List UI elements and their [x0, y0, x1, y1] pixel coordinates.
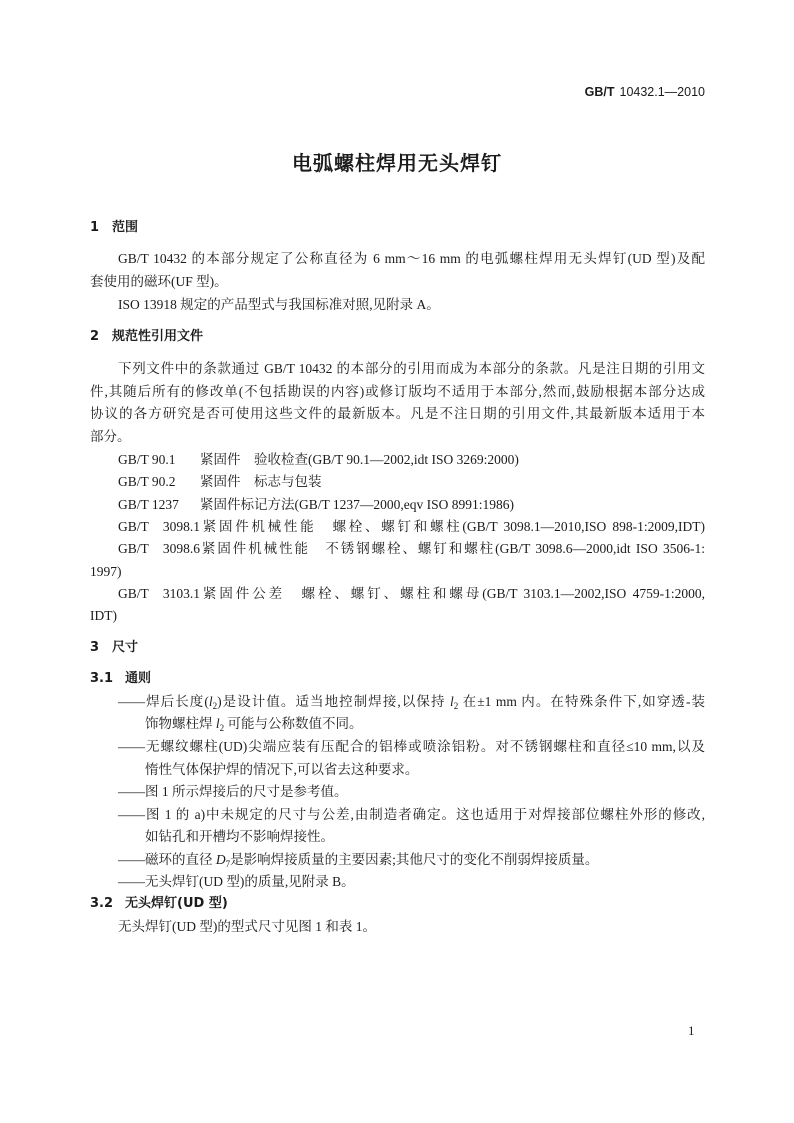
section-1-heading [90, 218, 138, 238]
section-title: 尺寸 [112, 640, 139, 655]
standard-code-header [585, 82, 705, 102]
reference-code: GB/T 1237 [118, 497, 179, 512]
reference-item [118, 450, 519, 470]
subsection-3-2-heading [90, 894, 228, 914]
section-3-heading [90, 638, 138, 658]
reference-title: 紧固件 标志与包装 [200, 474, 322, 489]
section-title: 规范性引用文件 [112, 329, 204, 344]
reference-code: GB/T 3103.1 [118, 586, 200, 601]
list-item-line: ——图 1 的 a)中未规定的尺寸与公差,由制造者确定。这也适用于对焊接部位螺柱外形的修改, [118, 807, 705, 822]
paragraph-line: 下列文件中的条款通过 GB/T 10432 的本部分的引用而成为本部分的条款。凡是注日期的引用文 [118, 361, 705, 376]
section-number: 1 [90, 220, 100, 235]
list-item-line: ——无头焊钉(UD 型)的质量,见附录 B。 [118, 874, 355, 889]
list-item-line: 惰性气体保护焊的情况下,可以省去这种要求。 [145, 762, 419, 777]
reference-title: 紧固件机械性能 螺栓、螺钉和螺柱(GB/T 3098.1—2010,ISO 898-1:2009,IDT) [200, 519, 705, 534]
reference-item [118, 517, 705, 537]
reference-title: 紧固件公差 螺栓、螺钉、螺柱和螺母(GB/T 3103.1—2002,ISO 4759-1:2000, [200, 586, 705, 601]
section-number: 2 [90, 329, 100, 344]
text-segment: 可能与公称数值不同。 [224, 716, 363, 731]
text-segment: )是设计值。适当地控制焊接,以保持 [217, 694, 450, 709]
symbol-subscript: 7 [225, 859, 231, 869]
reference-code: GB/T 3098.1 [118, 519, 200, 534]
reference-code: GB/T 3098.6 [118, 541, 200, 556]
standard-code-number: 10432.1—2010 [619, 85, 705, 99]
reference-title: 紧固件机械性能 不锈钢螺栓、螺钉和螺柱(GB/T 3098.6—2000,idt ISO 3506-1: [200, 541, 705, 556]
subsection-number: 3.1 [90, 671, 114, 686]
list-item-line [145, 714, 363, 734]
paragraph-line: GB/T 10432 的本部分规定了公称直径为 6 mm～16 mm 的电弧螺柱焊用无头焊钉(UD 型)及配 [118, 251, 705, 266]
reference-continuation: 1997) [90, 564, 122, 579]
paragraph-line: 部分。 [90, 429, 131, 444]
paragraph-line: 件,其随后所有的修改单(不包括勘误的内容)或修订版均不适用于本部分,然而,鼓励根据本部分达成 [90, 384, 705, 399]
list-item-line: ——图 1 所示焊接后的尺寸是参考值。 [118, 784, 348, 799]
symbol-subscript: 2 [219, 723, 225, 733]
paragraph-line: 协议的各方研究是否可使用这些文件的最新版本。凡是不注日期的引用文件,其最新版本适用于本 [90, 406, 705, 421]
subsection-title: 无头焊钉(UD 型) [125, 896, 228, 911]
symbol-l: l [208, 694, 213, 709]
text-segment: 饰物螺柱焊 [145, 716, 216, 731]
subsection-3-1-heading [90, 669, 151, 689]
subsection-number: 3.2 [90, 896, 114, 911]
reference-item [118, 539, 705, 559]
reference-item [118, 472, 322, 492]
list-item-line [118, 692, 705, 712]
list-item-line [118, 850, 598, 870]
text-segment: ——焊后长度( [118, 694, 209, 709]
list-item-line: 如钻孔和开槽均不影响焊接性。 [145, 829, 334, 844]
reference-continuation: IDT) [90, 608, 117, 623]
standard-code-prefix: GB/T [584, 85, 615, 99]
reference-code: GB/T 90.2 [118, 474, 176, 489]
paragraph-line: ISO 13918 规定的产品型式与我国标准对照,见附录 A。 [118, 297, 440, 312]
reference-title: 紧固件标记方法(GB/T 1237—2000,eqv ISO 8991:1986) [200, 497, 514, 512]
paragraph-line: 套使用的磁环(UF 型)。 [90, 274, 228, 289]
text-segment: 在±1 mm 内。在特殊条件下,如穿透-装 [458, 694, 706, 709]
symbol-d: D [215, 852, 226, 867]
reference-code: GB/T 90.1 [118, 452, 176, 467]
symbol-l: l [215, 716, 220, 731]
text-segment: ——磁环的直径 [118, 852, 216, 867]
document-title: 电弧螺柱焊用无头焊钉 [292, 151, 502, 175]
page-number: 1 [688, 1023, 695, 1038]
section-number: 3 [90, 640, 100, 655]
text-segment: 是影响焊接质量的主要因素;其他尺寸的变化不削弱焊接质量。 [230, 852, 599, 867]
reference-item [118, 584, 705, 604]
symbol-l: l [450, 694, 454, 709]
symbol-subscript: 2 [453, 701, 459, 711]
section-2-heading [90, 327, 203, 347]
reference-title: 紧固件 验收检查(GB/T 90.1—2002,idt ISO 3269:2000) [200, 452, 519, 467]
subsection-title: 通则 [125, 671, 152, 686]
symbol-subscript: 2 [212, 701, 218, 711]
section-title: 范围 [112, 220, 139, 235]
list-item-line: ——无螺纹螺柱(UD)尖端应装有压配合的铝棒或喷涂铝粉。对不锈钢螺柱和直径≤10 mm,以及 [118, 739, 705, 754]
reference-item [118, 495, 514, 515]
paragraph-line: 无头焊钉(UD 型)的型式尺寸见图 1 和表 1。 [118, 919, 376, 934]
